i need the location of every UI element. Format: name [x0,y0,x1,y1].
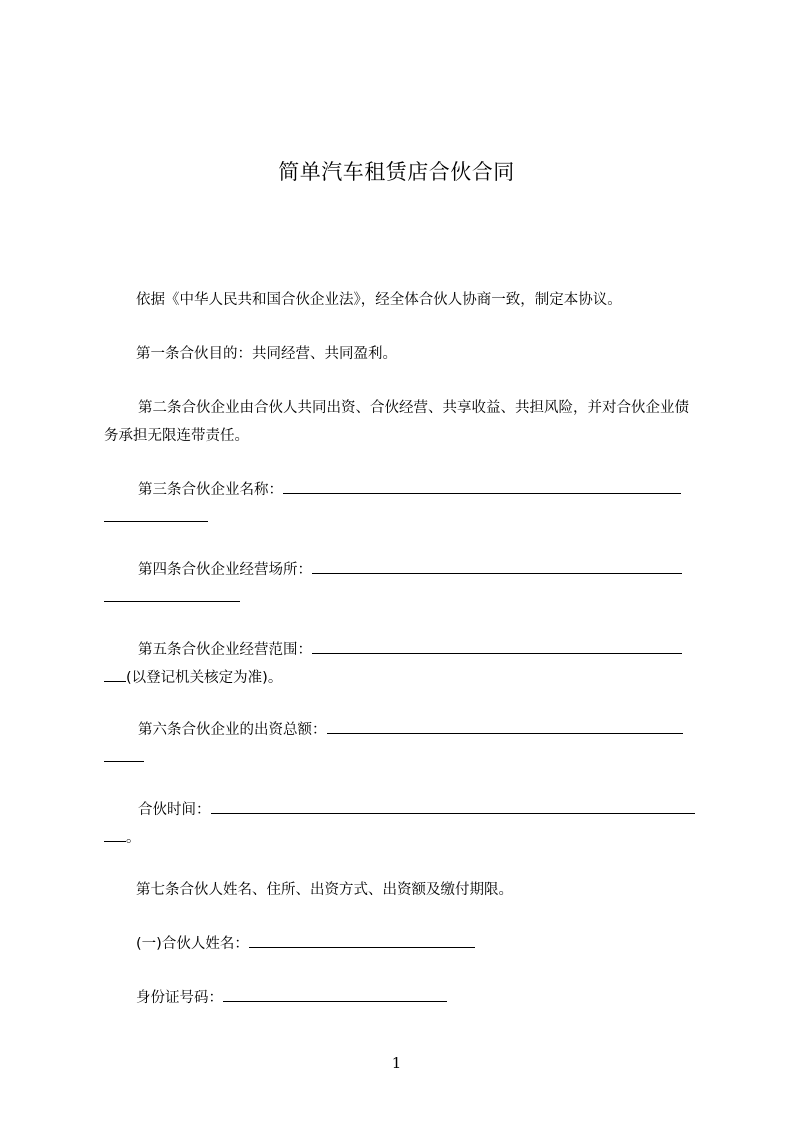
business-location-blank-continued[interactable] [104,587,240,602]
id-number-row [104,984,734,1012]
article-1: 第一条合伙目的：共同经营、共同盈利。 [136,346,397,362]
partner-name-label: (一)合伙人姓名： [136,936,249,952]
partnership-term-blank[interactable] [211,799,695,814]
company-name-blank[interactable] [283,479,681,494]
article-6 [104,716,702,772]
article-5-suffix: (以登记机关核定为准)。 [126,670,283,686]
business-scope-blank-continued[interactable] [104,667,126,682]
partnership-term-suffix: 。 [126,830,141,846]
article-2: 第二条合伙企业由合伙人共同出资、合伙经营、共享收益、共担风险，并对合伙企业债务承担无限连带责任。 [104,400,689,444]
article-3-label: 第三条合伙企业名称： [138,482,283,498]
partnership-term-label: 合伙时间： [138,802,211,818]
id-number-blank[interactable] [223,987,447,1002]
article-6-label: 第六条合伙企业的出资总额： [138,722,327,738]
intro-paragraph: 依据《中华人民共和国合伙企业法》，经全体合伙人协商一致，制定本协议。 [136,292,622,308]
total-capital-blank[interactable] [327,719,683,734]
article-5-label: 第五条合伙企业经营范围： [138,642,312,658]
document-title: 简单汽车租赁店合伙合同 [278,160,515,185]
business-location-blank[interactable] [312,559,682,574]
partner-name-row [104,930,734,958]
total-capital-blank-continued[interactable] [104,747,144,762]
company-name-blank-continued[interactable] [104,507,208,522]
id-number-label: 身份证号码： [136,990,223,1006]
article-4 [104,556,702,612]
partner-name-blank[interactable] [249,933,475,948]
article-5 [104,636,702,692]
article-3 [104,476,702,532]
article-7: 第七条合伙人姓名、住所、出资方式、出资额及缴付期限。 [136,882,513,898]
page-number: 1 [391,1054,402,1072]
partnership-term-blank-continued[interactable] [104,827,126,842]
business-scope-blank[interactable] [312,639,682,654]
article-4-label: 第四条合伙企业经营场所： [138,562,312,578]
partnership-term [104,796,702,852]
